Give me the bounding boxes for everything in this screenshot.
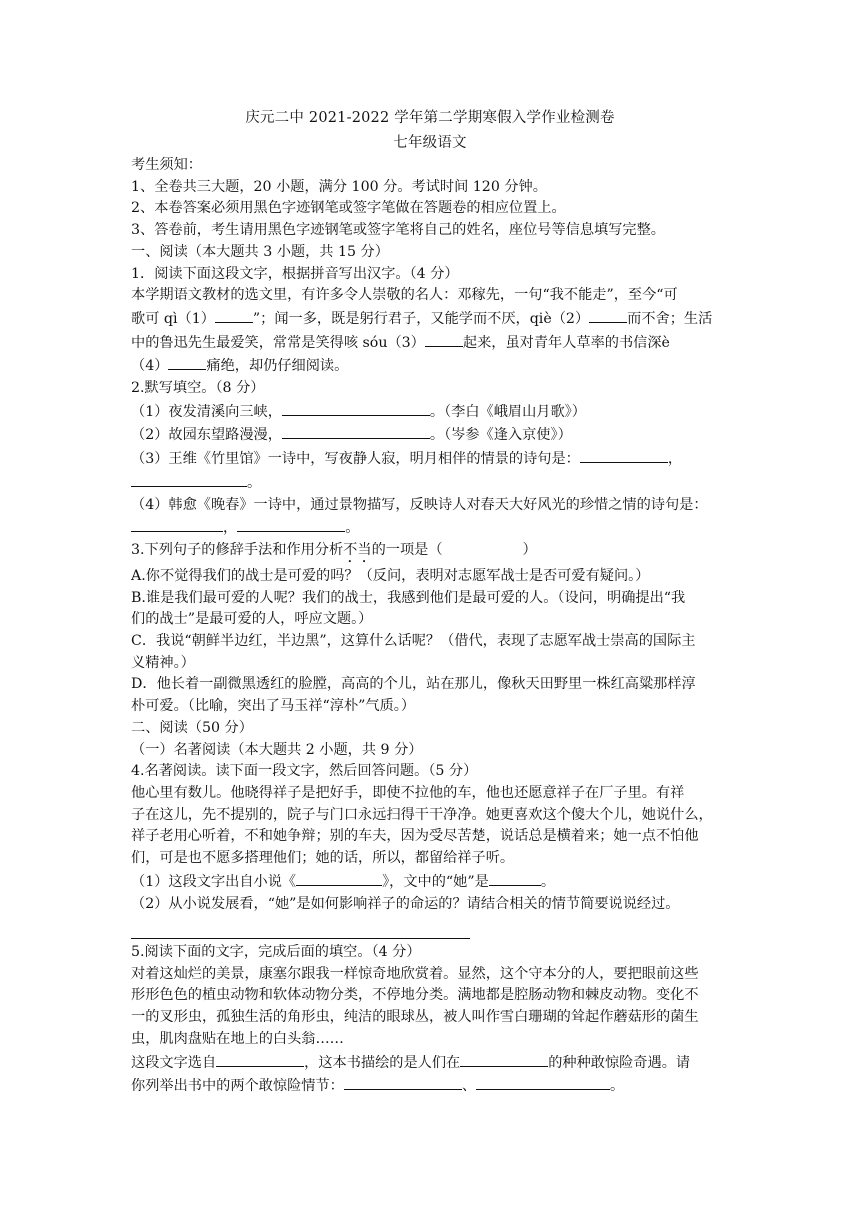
notice-item-3: 3、答卷前，考生请用黑色字迹钢笔或签字笔将自己的姓名，座位号等信息填写完整。 <box>131 222 665 239</box>
q3-option-d-cont: 朴可爱。（比喻，突出了马玉祥“淳朴”气质。） <box>131 698 416 715</box>
answer-blank[interactable] <box>296 870 382 886</box>
q3-option-b: B.谁是我们最可爱的人呢？我们的战士，我感到他们是最可爱的人。（设问，明确提出“我 <box>131 589 686 606</box>
answer-blank[interactable] <box>589 307 627 323</box>
q3-option-c: C．我说“朝鲜半边红，半边黑”，这算什么话呢？（借代，表现了志愿军战士崇高的国际主 <box>131 633 696 650</box>
q5-section <box>131 942 731 1098</box>
answer-blank[interactable] <box>580 447 668 463</box>
q4-text-3: 祥子老用心听着，不和她争辩；别的车夫，因为受尽苦楚，说话总是横着来；她一点不怕他 <box>131 828 699 845</box>
q1-stem: 1．阅读下面这段文字，根据拼音写出汉字。（4 分） <box>131 265 459 282</box>
answer-blank[interactable] <box>460 1051 548 1067</box>
q5-text-2: 形形色色的植虫动物和软体动物分类，不停地分类。满地都是腔肠动物和棘皮动物。变化不 <box>131 987 699 1004</box>
answer-blank[interactable] <box>282 423 430 439</box>
q2-item-2: （2）故园东望路漫漫， 。（岑参《逢入京使》） <box>131 423 731 447</box>
q2-item-1: （1）夜发清溪向三峡， 。（李白《峨眉山月歌》） <box>131 400 731 424</box>
answer-blank[interactable] <box>237 516 345 532</box>
answer-line[interactable] <box>131 938 470 939</box>
q2-item-4: （4）韩愈《晚春》一诗中，通过景物描写，反映诗人对春天大好风光的珍惜之情的诗句是： <box>131 496 708 513</box>
part2-sub1: （一）名著阅读（本大题共 2 小题，共 9 分） <box>131 741 423 758</box>
q2-item-3-cont: 。 <box>131 471 731 495</box>
part1-heading: 一、阅读（本大题共 3 小题，共 15 分） <box>131 243 389 260</box>
q1-line-2: 歌可 qì（1） ”；闻一多，既是躬行君子，又能学而不厌，qiè（2） 而不舍；生活 <box>131 307 731 331</box>
q2-stem: 2.默写填空。（8 分） <box>131 380 265 397</box>
answer-blank[interactable] <box>344 1074 462 1090</box>
q4-text-1: 他心里有数儿。他晓得祥子是把好手，即使不拉他的车，他也还愿意祥子在厂子里。有祥 <box>131 784 685 801</box>
notice-item-1: 1、全卷共三大题，20 小题，满分 100 分。考试时间 120 分钟。 <box>131 178 547 195</box>
q3-option-a: A.你不觉得我们的战士是可爱的吗？（反问，表明对志愿军战士是否可爱有疑问。） <box>131 567 650 584</box>
exam-subtitle: 七年级语文 <box>393 135 467 151</box>
q2-item-4-cont: ， 。 <box>131 516 731 540</box>
notice-item-2: 2、本卷答案必须用黑色字迹钢笔或签字笔做在答题卷的相应位置上。 <box>131 200 566 217</box>
q5-text-1: 对着这灿烂的美景，康塞尔跟我一样惊奇地欣赏着。显然，这个守本分的人，要把眼前这些 <box>131 965 699 982</box>
answer-blank[interactable] <box>216 1051 304 1067</box>
q1-line-1: 本学期语文教材的选文里，有许多令人崇敬的名人：邓稼先，一句“我不能走”，至今“可 <box>131 287 678 304</box>
q5-fill-1: 这段文字选自 ，这本书描绘的是人们在 的种种敢惊险奇遇。请 <box>131 1051 731 1075</box>
answer-blank[interactable] <box>168 354 206 370</box>
q4-sub-1: （1）这段文字出自小说《 》，文中的“她”是 。 <box>131 870 731 894</box>
q5-stem: 5.阅读下面的文字，完成后面的填空。（4 分） <box>131 944 421 960</box>
answer-blank[interactable] <box>425 331 463 347</box>
exam-content <box>131 155 731 915</box>
answer-blank[interactable] <box>282 400 430 416</box>
q4-stem: 4.名著阅读。读下面一段文字，然后回答问题。（5 分） <box>131 763 478 780</box>
answer-blank[interactable] <box>131 516 223 532</box>
answer-blank[interactable] <box>215 307 253 323</box>
q4-text-4: 们，可是也不愿多搭理他们；她的话，所以，都留给祥子听。 <box>131 850 515 867</box>
q1-line-4: （4） 痛绝，却仍仔细阅读。 <box>131 354 731 378</box>
q1-line-3: 中的鲁迅先生最爱笑，常常是笑得咳 sóu（3） 起来，虽对青年人草率的书信深è <box>131 331 731 355</box>
q3-option-b-cont: 们的战士”是最可爱的人，呼应文题。） <box>131 611 373 628</box>
q3-option-c-cont: 义精神。） <box>131 654 195 671</box>
q5-fill-2: 你列举出书中的两个敢惊险情节： 、 。 <box>131 1074 731 1098</box>
answer-blank[interactable] <box>476 1074 610 1090</box>
q2-item-3: （3）王维《竹里馆》一诗中，写夜静人寂，明月相伴的情景的诗句是： ， <box>131 447 731 471</box>
answer-blank[interactable] <box>131 471 247 487</box>
q5-text-3: 一的叉形虫，孤独生活的角形虫，纯洁的眼球丛，被人叫作雪白珊瑚的耸起作蘑菇形的菌生 <box>131 1009 699 1026</box>
notice-heading: 考生须知： <box>131 157 202 173</box>
q3-stem: 3.下列句子的修辞手法和作用分析不当的一项是（ ） <box>131 541 537 558</box>
q3-option-d: D．他长着一副微黑透红的脸膛，高高的个儿，站在那儿，像秋天田野里一株红高粱那样淳 <box>131 676 696 693</box>
q4-sub-2: （2）从小说发展看，“她”是如何影响祥子的命运的？请结合相关的情节简要说说经过。 <box>131 895 680 912</box>
q4-text-2: 子在这儿，先不提别的，院子与门口永远扫得干干净净。她更喜欢这个傻大个儿，她说什么， <box>131 806 713 823</box>
exam-title: 庆元二中 2021-2022 学年第二学期寒假入学作业检测卷 <box>245 110 615 126</box>
answer-blank[interactable] <box>489 870 541 886</box>
part2-heading: 二、阅读（50 分） <box>131 719 253 736</box>
q5-text-4: 虫，肌肉盘贴在地上的白头翁…… <box>131 1030 344 1047</box>
